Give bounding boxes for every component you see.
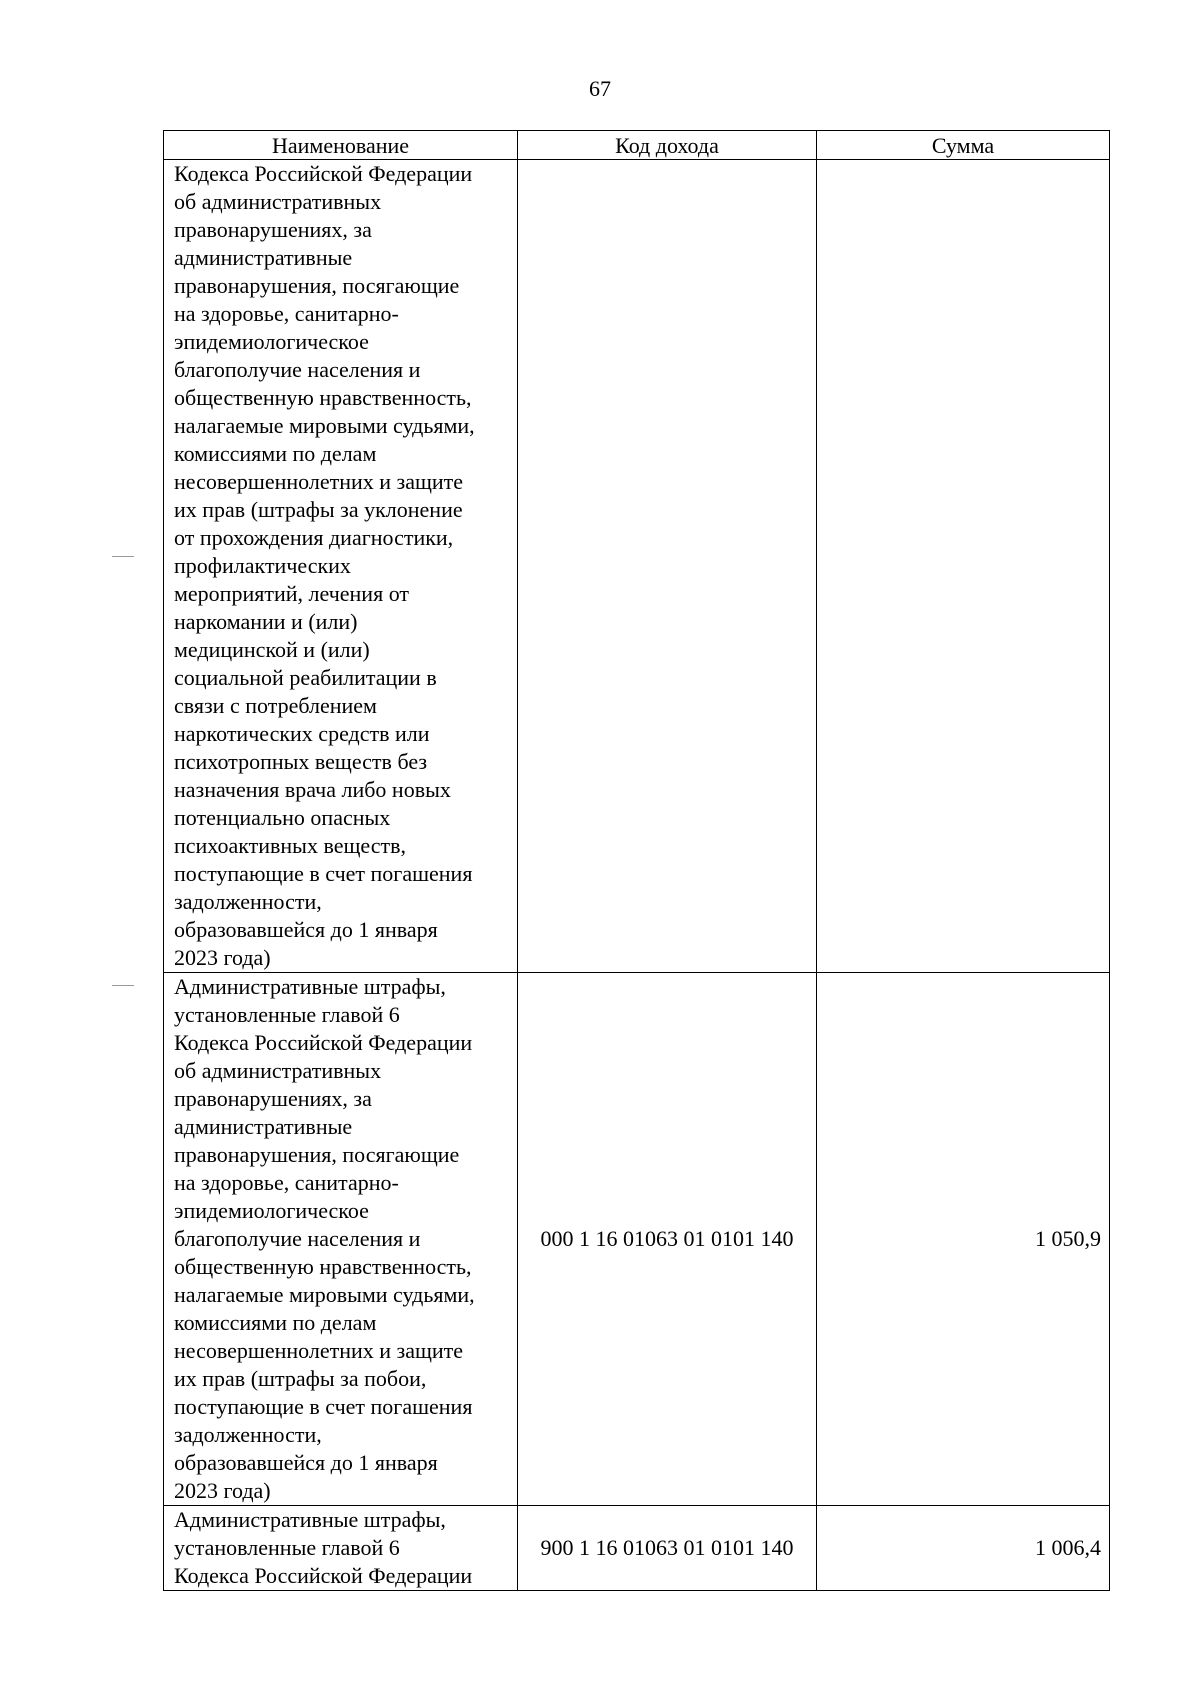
name-line: комиссиями по делам: [174, 1310, 377, 1335]
header-code: Код дохода: [518, 131, 817, 160]
row-name-cell: [164, 973, 518, 1506]
name-line: общественную нравственность,: [174, 1254, 472, 1279]
name-line: правонарушения, посягающие: [174, 273, 460, 298]
name-line: Административные штрафы,: [174, 1507, 446, 1532]
name-line: задолженности,: [174, 889, 322, 914]
row-sum-cell: 1 050,9: [817, 973, 1110, 1506]
name-line: мероприятий, лечения от: [174, 581, 410, 606]
name-line: общественную нравственность,: [174, 385, 472, 410]
name-line: Кодекса Российской Федерации: [174, 1563, 473, 1588]
row-sum-cell: 1 006,4: [817, 1506, 1110, 1591]
name-line: задолженности,: [174, 1422, 322, 1447]
name-line: на здоровье, санитарно-: [174, 1170, 399, 1195]
name-line: наркомании и (или): [174, 609, 358, 634]
name-line: об административных: [174, 1058, 382, 1083]
name-line: от прохождения диагностики,: [174, 525, 454, 550]
name-line: наркотических средств или: [174, 721, 430, 746]
name-line: Кодекса Российской Федерации: [174, 1030, 473, 1055]
row-name-cell: [164, 1506, 518, 1591]
name-line: установленные главой 6: [174, 1002, 400, 1027]
name-line: образовавшейся до 1 января: [174, 917, 438, 942]
name-line: правонарушения, посягающие: [174, 1142, 460, 1167]
name-line: налагаемые мировыми судьями,: [174, 1282, 475, 1307]
name-line: правонарушениях, за: [174, 1086, 372, 1111]
name-line: профилактических: [174, 553, 351, 578]
name-line: поступающие в счет погашения: [174, 1394, 473, 1419]
name-line: административные: [174, 1114, 353, 1139]
name-line: благополучие населения и: [174, 1226, 421, 1251]
name-line: поступающие в счет погашения: [174, 861, 473, 886]
scan-mark: [112, 985, 134, 986]
name-line: 2023 года): [174, 945, 271, 970]
row-code-cell: [518, 160, 817, 973]
name-line: несовершеннолетних и защите: [174, 469, 464, 494]
table-header-row: [164, 131, 1110, 160]
row-code-cell: 900 1 16 01063 01 0101 140: [518, 1506, 817, 1591]
name-line: 2023 года): [174, 1478, 271, 1503]
name-line: правонарушениях, за: [174, 217, 372, 242]
name-line: налагаемые мировыми судьями,: [174, 413, 475, 438]
header-sum: Сумма: [817, 131, 1110, 160]
scan-mark: [112, 556, 134, 557]
name-line: их прав (штрафы за побои,: [174, 1366, 427, 1391]
name-line: на здоровье, санитарно-: [174, 301, 399, 326]
name-line: медицинской и (или): [174, 637, 370, 662]
name-line: потенциально опасных: [174, 805, 391, 830]
page-number: 67: [589, 76, 611, 101]
table-row: [164, 973, 1110, 1506]
table-row: [164, 1506, 1110, 1591]
name-line: их прав (штрафы за уклонение: [174, 497, 463, 522]
name-line: Кодекса Российской Федерации: [174, 161, 473, 186]
header-name: Наименование: [164, 131, 518, 160]
name-line: назначения врача либо новых: [174, 777, 451, 802]
name-line: психотропных веществ без: [174, 749, 428, 774]
name-line: эпидемиологическое: [174, 329, 369, 354]
name-line: образовавшейся до 1 января: [174, 1450, 438, 1475]
revenue-table: [163, 130, 1110, 1591]
name-line: связи с потреблением: [174, 693, 377, 718]
name-line: административные: [174, 245, 353, 270]
table-body: [164, 160, 1110, 1591]
row-name-cell: [164, 160, 518, 973]
name-line: комиссиями по делам: [174, 441, 377, 466]
name-line: Административные штрафы,: [174, 974, 446, 999]
name-line: установленные главой 6: [174, 1535, 400, 1560]
name-line: психоактивных веществ,: [174, 833, 407, 858]
name-line: об административных: [174, 189, 382, 214]
table-row: [164, 160, 1110, 973]
name-line: эпидемиологическое: [174, 1198, 369, 1223]
name-line: несовершеннолетних и защите: [174, 1338, 464, 1363]
name-line: социальной реабилитации в: [174, 665, 437, 690]
row-sum-cell: [817, 160, 1110, 973]
name-line: благополучие населения и: [174, 357, 421, 382]
row-code-cell: 000 1 16 01063 01 0101 140: [518, 973, 817, 1506]
